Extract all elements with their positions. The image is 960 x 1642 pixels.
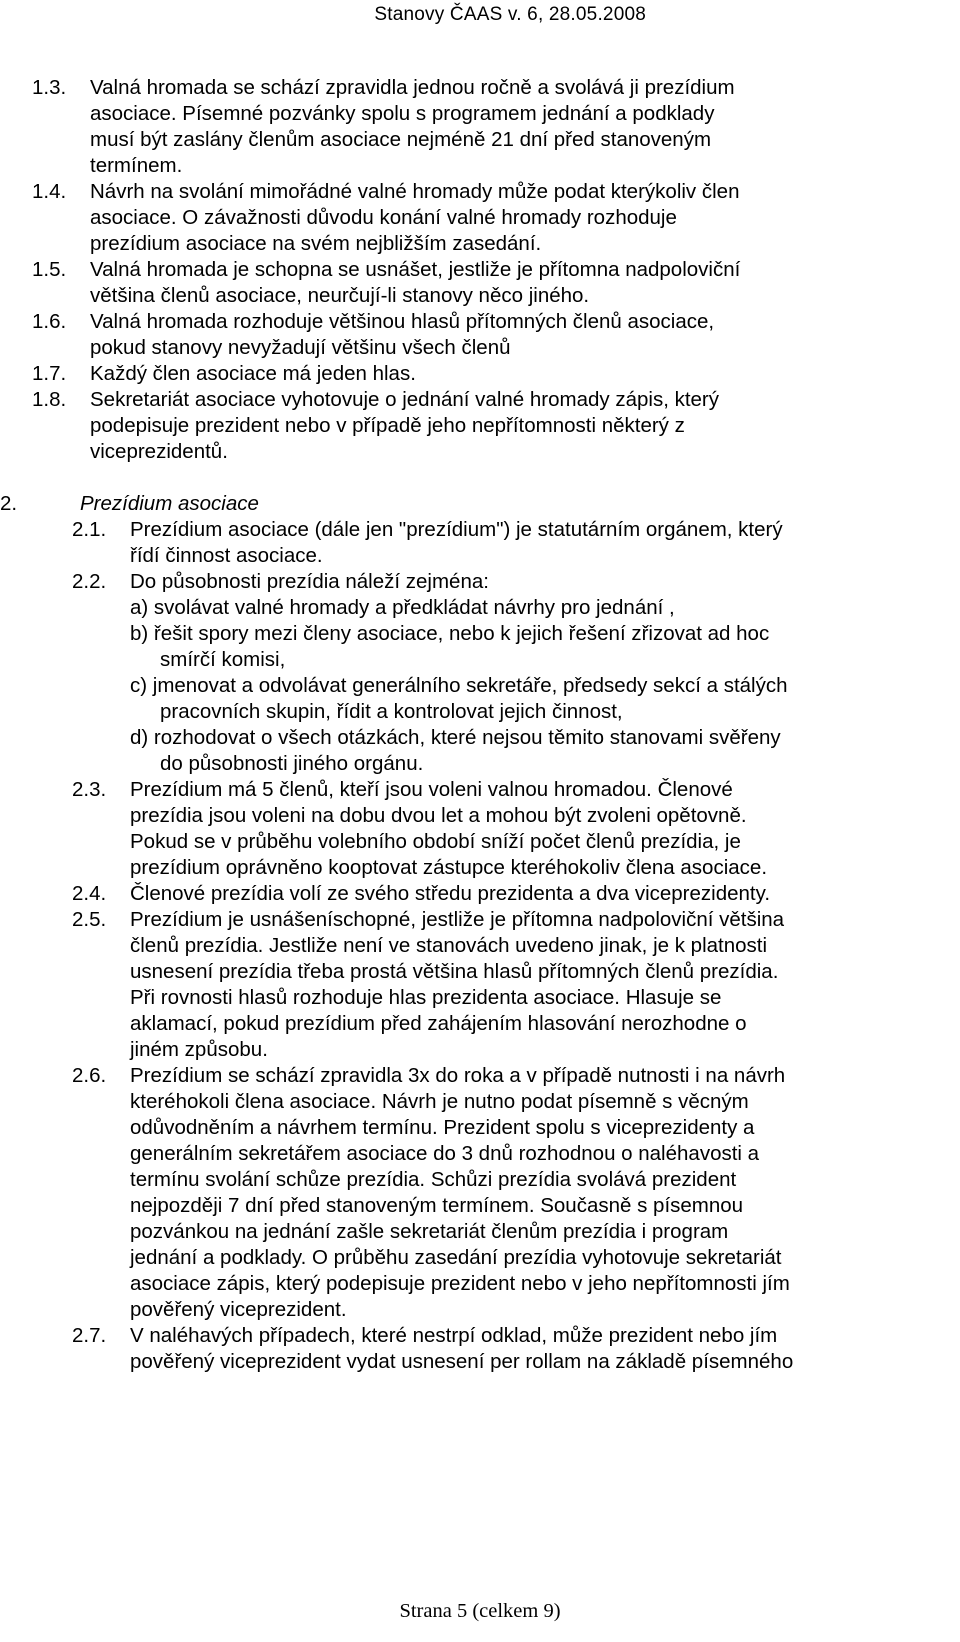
paragraph-text: prezídium asociace na svém nejbližším zasedání. bbox=[90, 232, 542, 255]
paragraph-text: odůvodněním a návrhem termínu. Prezident spolu s viceprezidenty a bbox=[130, 1116, 755, 1139]
paragraph-text: pozvánkou na jednání zašle sekretariát členům prezídia i program bbox=[130, 1220, 729, 1243]
paragraph-text: a) svolávat valné hromady a předkládat návrhy pro jednání , bbox=[130, 596, 675, 619]
paragraph-text: usnesení prezídia třeba prostá většina hlasů přítomných členů prezídia. bbox=[130, 960, 779, 983]
section-number: 2.1. bbox=[72, 518, 107, 541]
paragraph-text: Prezídium je usnášeníschopné, jestliže je přítomna nadpoloviční většina bbox=[130, 908, 785, 931]
paragraph-text: řídí činnost asociace. bbox=[130, 544, 323, 567]
paragraph-text: Prezídium se schází zpravidla 3x do roka a v případě nutnosti i na návrh bbox=[130, 1064, 786, 1087]
paragraph-text: Do působnosti prezídia náleží zejména: bbox=[130, 570, 489, 593]
section-number: 2.7. bbox=[72, 1324, 107, 1347]
paragraph-text: prezídium oprávněno kooptovat zástupce kteréhokoliv člena asociace. bbox=[130, 856, 768, 879]
paragraph-text: termínem. bbox=[90, 154, 183, 177]
paragraph-text: Valná hromada rozhoduje většinou hlasů přítomných členů asociace, bbox=[90, 310, 715, 333]
section-number: 1.6. bbox=[32, 310, 67, 333]
section-number: 1.4. bbox=[32, 180, 67, 203]
page-header: Stanovy ČAAS v. 6, 28.05.2008 bbox=[374, 4, 646, 25]
section-number: 1.5. bbox=[32, 258, 67, 281]
paragraph-text: prezídia jsou voleni na dobu dvou let a mohou být zvoleni opětovně. bbox=[130, 804, 747, 827]
section-number: 2.5. bbox=[72, 908, 107, 931]
section-number: 2.4. bbox=[72, 882, 107, 905]
paragraph-text: do působnosti jiného orgánu. bbox=[160, 752, 424, 775]
section-number: 2.6. bbox=[72, 1064, 107, 1087]
paragraph-text: Prezídium asociace (dále jen "prezídium") je statutárním orgánem, který bbox=[130, 518, 783, 541]
paragraph-text: termínu svolání schůze prezídia. Schůzi prezídia svolává prezident bbox=[130, 1168, 737, 1191]
paragraph-text: jiném způsobu. bbox=[130, 1038, 268, 1061]
paragraph-text: viceprezidentů. bbox=[90, 440, 228, 463]
paragraph-text: d) rozhodovat o všech otázkách, které nejsou těmito stanovami svěřeny bbox=[130, 726, 781, 749]
paragraph-text: asociace. Písemné pozvánky spolu s programem jednání a podklady bbox=[90, 102, 715, 125]
paragraph-text: Členové prezídia volí ze svého středu prezidenta a dva viceprezidenty. bbox=[130, 882, 771, 905]
paragraph-text: kteréhokoli člena asociace. Návrh je nutno podat písemně s věcným bbox=[130, 1090, 749, 1113]
section-number: 1.8. bbox=[32, 388, 67, 411]
paragraph-text: Pokud se v průběhu volebního období sníží počet členů prezídia, je bbox=[130, 830, 741, 853]
paragraph-text: Při rovnosti hlasů rozhoduje hlas prezidenta asociace. Hlasuje se bbox=[130, 986, 722, 1009]
paragraph-text: většina členů asociace, neurčují-li stanovy něco jiného. bbox=[90, 284, 590, 307]
paragraph-text: Návrh na svolání mimořádné valné hromady může podat kterýkoliv člen bbox=[90, 180, 740, 203]
paragraph-text: členů prezídia. Jestliže není ve stanovách uvedeno jinak, je k platnosti bbox=[130, 934, 768, 957]
paragraph-text: Sekretariát asociace vyhotovuje o jednání valné hromady zápis, který bbox=[90, 388, 720, 411]
paragraph-text: Prezídium má 5 členů, kteří jsou voleni valnou hromadou. Členové bbox=[130, 778, 733, 801]
paragraph-text: Valná hromada je schopna se usnášet, jestliže je přítomna nadpoloviční bbox=[90, 258, 741, 281]
paragraph-text: c) jmenovat a odvolávat generálního sekretáře, předsedy sekcí a stálých bbox=[130, 674, 788, 697]
paragraph-text: musí být zaslány členům asociace nejméně 21 dní před stanoveným bbox=[90, 128, 712, 151]
section-number: 1.7. bbox=[32, 362, 67, 385]
paragraph-text: V naléhavých případech, které nestrpí odklad, může prezident nebo jím bbox=[130, 1324, 778, 1347]
paragraph-text: nejpozději 7 dní před stanoveným termínem. Současně s písemnou bbox=[130, 1194, 744, 1217]
paragraph-text: smírčí komisi, bbox=[160, 648, 286, 671]
section-number: 2. bbox=[0, 492, 18, 515]
paragraph-text: pracovních skupin, řídit a kontrolovat jejich činnost, bbox=[160, 700, 623, 723]
paragraph-text: pověřený viceprezident vydat usnesení per rollam na základě písemného bbox=[130, 1350, 794, 1373]
paragraph-text: generálním sekretářem asociace do 3 dnů rozhodnou o naléhavosti a bbox=[130, 1142, 760, 1165]
paragraph-text: Každý člen asociace má jeden hlas. bbox=[90, 362, 416, 385]
section-heading: Prezídium asociace bbox=[80, 492, 259, 515]
paragraph-text: Valná hromada se schází zpravidla jednou ročně a svolává ji prezídium bbox=[90, 76, 735, 99]
paragraph-text: pověřený viceprezident. bbox=[130, 1298, 347, 1321]
section-number: 2.2. bbox=[72, 570, 107, 593]
section-number: 1.3. bbox=[32, 76, 67, 99]
paragraph-text: aklamací, pokud prezídium před zahájením hlasování nerozhodne o bbox=[130, 1012, 747, 1035]
page-footer: Strana 5 (celkem 9) bbox=[399, 1600, 561, 1622]
paragraph-text: b) řešit spory mezi členy asociace, nebo k jejich řešení zřizovat ad hoc bbox=[130, 622, 770, 645]
paragraph-text: pokud stanovy nevyžadují většinu všech členů bbox=[90, 336, 511, 359]
paragraph-text: asociace zápis, který podepisuje prezident nebo v jeho nepřítomnosti jím bbox=[130, 1272, 790, 1295]
section-number: 2.3. bbox=[72, 778, 107, 801]
paragraph-text: podepisuje prezident nebo v případě jeho nepřítomnosti některý z bbox=[90, 414, 685, 437]
paragraph-text: jednání a podklady. O průběhu zasedání prezídia vyhotovuje sekretariát bbox=[130, 1246, 782, 1269]
paragraph-text: asociace. O závažnosti důvodu konání valné hromady rozhoduje bbox=[90, 206, 677, 229]
